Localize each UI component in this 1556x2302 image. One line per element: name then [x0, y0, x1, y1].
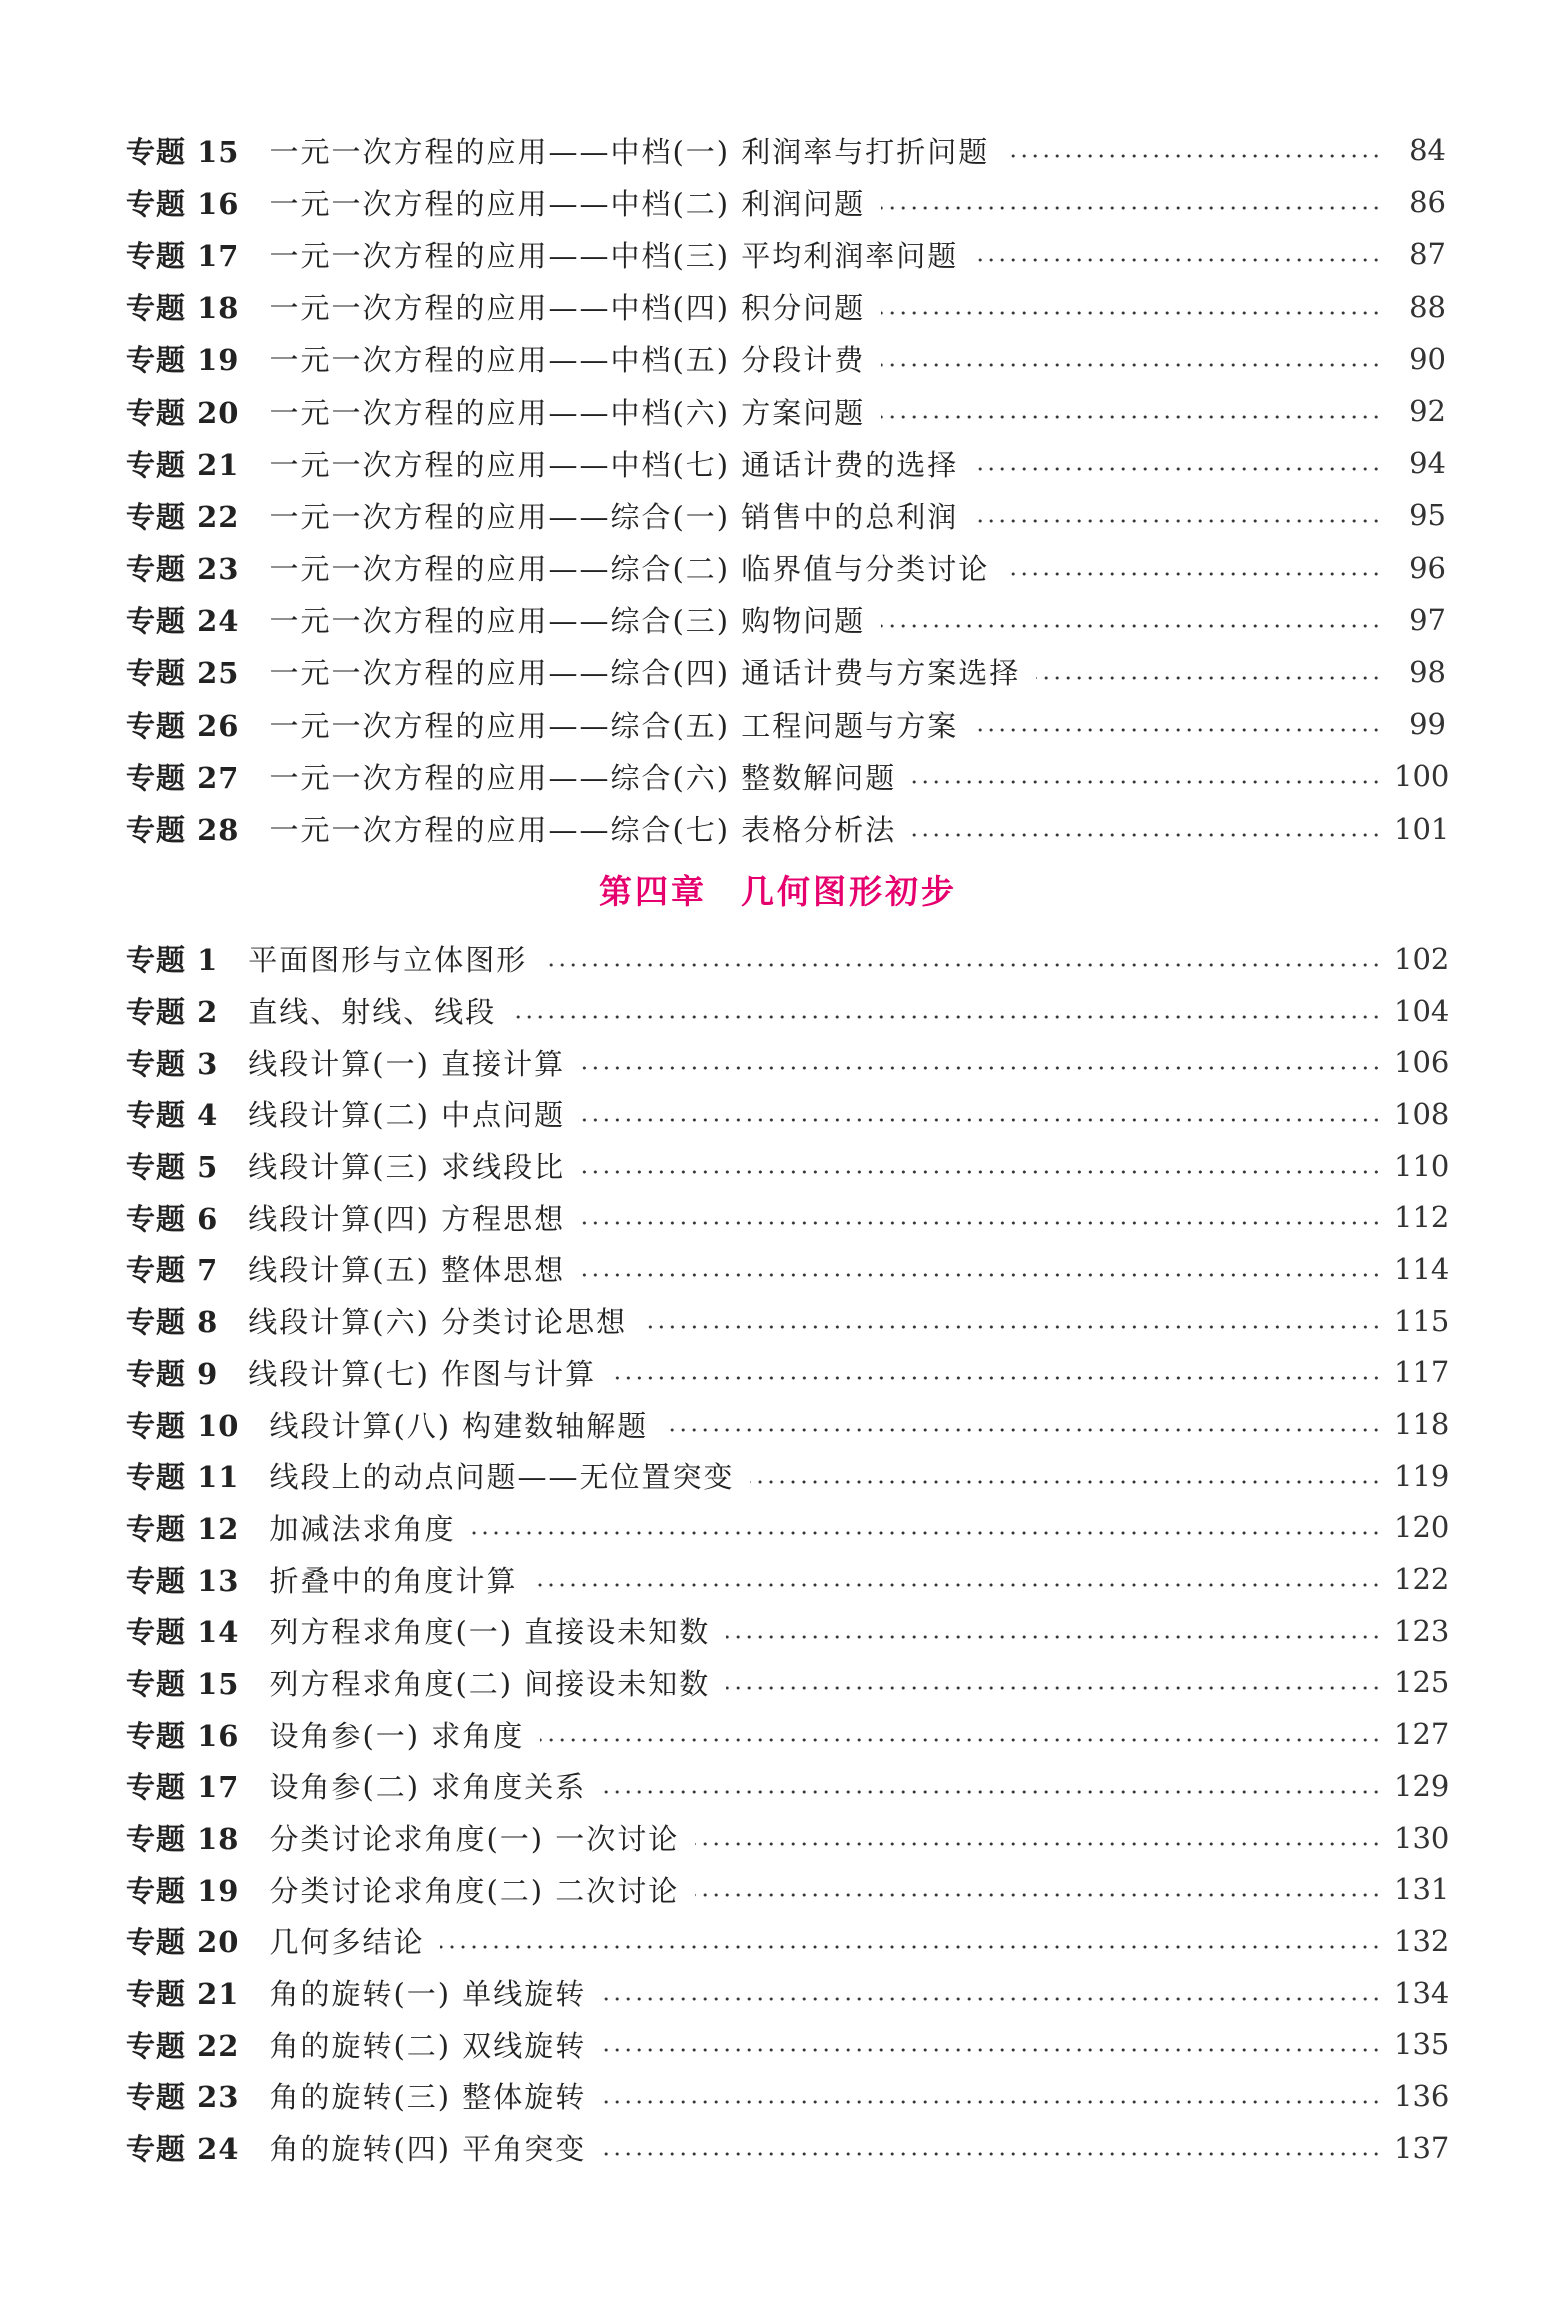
dot-leader [602, 1996, 1382, 2002]
page-number: 100 [1394, 759, 1450, 794]
dot-leader [602, 2099, 1382, 2105]
page-number: 101 [1394, 811, 1450, 846]
topic-number: 专题 3 [126, 1046, 219, 1081]
topic-number: 专题 25 [126, 656, 240, 691]
toc-entry[interactable] [126, 1450, 1450, 1502]
toc-entry[interactable] [126, 281, 1446, 333]
dot-leader [664, 1427, 1382, 1433]
topic-title: 一元一次方程的应用——综合(一) 销售中的总利润 [269, 499, 959, 534]
dot-leader [881, 414, 1382, 420]
toc-entry[interactable] [126, 124, 1446, 176]
toc-entry[interactable] [126, 933, 1450, 985]
toc-entry[interactable] [126, 1295, 1450, 1347]
topic-title: 设角参(一) 求角度 [269, 1718, 525, 1753]
page-number: 90 [1409, 341, 1446, 376]
topic-title: 一元一次方程的应用——中档(三) 平均利润率问题 [269, 238, 959, 273]
topic-number: 专题 17 [126, 1770, 240, 1805]
topic-number: 专题 13 [126, 1563, 240, 1598]
dot-leader [695, 1841, 1382, 1847]
dot-leader [881, 205, 1382, 211]
topic-title: 线段计算(一) 直接计算 [248, 1046, 566, 1081]
dot-leader [581, 1117, 1382, 1123]
toc-entry[interactable] [126, 594, 1446, 646]
topic-title: 设角参(二) 求角度关系 [269, 1770, 587, 1805]
page-number: 114 [1394, 1251, 1450, 1286]
dot-leader [912, 779, 1382, 785]
topic-title: 一元一次方程的应用——中档(七) 通话计费的选择 [269, 447, 959, 482]
topic-number: 专题 18 [126, 291, 240, 326]
page-number: 123 [1394, 1613, 1450, 1648]
toc-entry[interactable] [126, 646, 1446, 698]
toc-entry[interactable] [126, 698, 1446, 750]
page-number: 97 [1409, 602, 1446, 637]
page-number: 129 [1394, 1768, 1450, 1803]
toc-entry[interactable] [126, 437, 1446, 489]
page-number: 88 [1409, 289, 1446, 324]
topic-title: 一元一次方程的应用——综合(三) 购物问题 [269, 604, 866, 639]
page-number: 86 [1409, 185, 1446, 220]
toc-entry[interactable] [126, 1502, 1450, 1554]
topic-title: 一元一次方程的应用——中档(二) 利润问题 [269, 186, 866, 221]
topic-number: 专题 23 [126, 2080, 240, 2115]
topic-title: 平面图形与立体图形 [248, 943, 528, 978]
topic-title: 角的旋转(一) 单线旋转 [269, 1977, 587, 2012]
dot-leader [1005, 153, 1382, 159]
dot-leader [471, 1530, 1382, 1536]
topic-number: 专题 6 [126, 1201, 219, 1236]
topic-title: 线段计算(六) 分类讨论思想 [248, 1305, 628, 1340]
dot-leader [881, 362, 1382, 368]
page-number: 135 [1394, 2027, 1450, 2062]
page-number: 131 [1394, 1872, 1450, 1907]
topic-number: 专题 23 [126, 552, 240, 587]
topic-number: 专题 19 [126, 1873, 240, 1908]
page-number: 125 [1394, 1665, 1450, 1700]
toc-entry[interactable] [126, 1812, 1450, 1864]
topic-number: 专题 5 [126, 1150, 219, 1185]
dot-leader [540, 1737, 1382, 1743]
dot-leader [543, 962, 1382, 968]
toc-section-chapter-4 [126, 933, 1450, 2174]
toc-entry[interactable] [126, 1036, 1450, 1088]
page-number: 117 [1394, 1355, 1450, 1390]
topic-number: 专题 4 [126, 1098, 219, 1133]
page-number: 112 [1394, 1200, 1450, 1235]
toc-entry[interactable] [126, 1191, 1450, 1243]
dot-leader [602, 1789, 1382, 1795]
dot-leader [881, 623, 1382, 629]
topic-title: 一元一次方程的应用——综合(六) 整数解问题 [269, 760, 897, 795]
page-number: 134 [1394, 1975, 1450, 2010]
toc-entry[interactable] [126, 176, 1446, 228]
page-number: 96 [1409, 550, 1446, 585]
topic-title: 列方程求角度(二) 间接设未知数 [269, 1666, 711, 1701]
dot-leader [726, 1634, 1382, 1640]
dot-leader [581, 1220, 1382, 1226]
topic-title: 分类讨论求角度(二) 二次讨论 [269, 1873, 680, 1908]
page-number: 115 [1394, 1303, 1450, 1338]
topic-number: 专题 10 [126, 1408, 240, 1443]
toc-entry[interactable] [126, 1967, 1450, 2019]
topic-number: 专题 21 [126, 447, 240, 482]
topic-title: 直线、射线、线段 [248, 995, 497, 1030]
page-number: 99 [1409, 707, 1446, 742]
toc-entry[interactable] [126, 1347, 1450, 1399]
page-number: 87 [1409, 237, 1446, 272]
dot-leader [695, 1892, 1382, 1898]
topic-number: 专题 24 [126, 2132, 240, 2167]
topic-title: 分类讨论求角度(一) 一次讨论 [269, 1822, 680, 1857]
page-number: 122 [1394, 1562, 1450, 1597]
topic-number: 专题 12 [126, 1511, 240, 1546]
topic-title: 一元一次方程的应用——综合(五) 工程问题与方案 [269, 708, 959, 743]
dot-leader [912, 832, 1382, 838]
toc-entry[interactable] [126, 385, 1446, 437]
dot-leader [974, 518, 1382, 524]
topic-title: 角的旋转(三) 整体旋转 [269, 2080, 587, 2115]
dot-leader [750, 1479, 1382, 1485]
dot-leader [643, 1324, 1382, 1330]
toc-entry[interactable] [126, 802, 1450, 854]
toc-entry[interactable] [126, 750, 1450, 802]
topic-number: 专题 20 [126, 1925, 240, 1960]
toc-entry[interactable] [126, 333, 1446, 385]
dot-leader [881, 310, 1382, 316]
topic-number: 专题 22 [126, 2028, 240, 2063]
page-number: 95 [1409, 498, 1446, 533]
topic-title: 线段计算(三) 求线段比 [248, 1150, 566, 1185]
page-number: 118 [1394, 1407, 1450, 1442]
dot-leader [1005, 571, 1382, 577]
topic-number: 专题 28 [126, 813, 240, 848]
topic-title: 角的旋转(二) 双线旋转 [269, 2028, 587, 2063]
topic-number: 专题 21 [126, 1977, 240, 2012]
page-number: 130 [1394, 1820, 1450, 1855]
chapter-heading [0, 866, 1556, 913]
topic-number: 专题 18 [126, 1822, 240, 1857]
topic-title: 几何多结论 [269, 1925, 425, 1960]
toc-entry[interactable] [126, 2122, 1450, 2174]
topic-title: 线段计算(五) 整体思想 [248, 1253, 566, 1288]
topic-number: 专题 15 [126, 134, 240, 169]
dot-leader [974, 257, 1382, 263]
topic-number: 专题 7 [126, 1253, 219, 1288]
page-number: 127 [1394, 1717, 1450, 1752]
topic-number: 专题 19 [126, 343, 240, 378]
topic-title: 列方程求角度(一) 直接设未知数 [269, 1615, 711, 1650]
page-number: 84 [1409, 133, 1446, 168]
dot-leader [581, 1272, 1382, 1278]
topic-title: 一元一次方程的应用——综合(四) 通话计费与方案选择 [269, 656, 1021, 691]
dot-leader [512, 1014, 1382, 1020]
toc-entry[interactable] [126, 228, 1446, 280]
toc-entry[interactable] [126, 2070, 1450, 2122]
topic-number: 专题 17 [126, 238, 240, 273]
dot-leader [533, 1582, 1382, 1588]
page-number: 137 [1394, 2130, 1450, 2165]
topic-number: 专题 14 [126, 1615, 240, 1650]
topic-title: 一元一次方程的应用——综合(二) 临界值与分类讨论 [269, 552, 990, 587]
topic-title: 一元一次方程的应用——综合(七) 表格分析法 [269, 813, 897, 848]
topic-title: 线段计算(八) 构建数轴解题 [269, 1408, 649, 1443]
toc-entry[interactable] [126, 1243, 1450, 1295]
toc-entry[interactable] [126, 1398, 1450, 1450]
page-number: 92 [1409, 394, 1446, 429]
topic-number: 专题 20 [126, 395, 240, 430]
toc-entry[interactable] [126, 1863, 1450, 1915]
page-number: 120 [1394, 1510, 1450, 1545]
dot-leader [974, 466, 1382, 472]
page-number: 136 [1394, 2078, 1450, 2113]
topic-number: 专题 11 [126, 1460, 240, 1495]
topic-title: 角的旋转(四) 平角突变 [269, 2132, 587, 2167]
dot-leader [726, 1685, 1382, 1691]
dot-leader [581, 1169, 1382, 1175]
page-number: 132 [1394, 1923, 1450, 1958]
topic-number: 专题 22 [126, 499, 240, 534]
topic-number: 专题 8 [126, 1305, 219, 1340]
topic-number: 专题 1 [126, 943, 219, 978]
dot-leader [602, 2047, 1382, 2053]
toc-entry[interactable] [126, 2018, 1450, 2070]
topic-title: 线段计算(二) 中点问题 [248, 1098, 566, 1133]
topic-title: 加减法求角度 [269, 1511, 456, 1546]
chapter-name: 几何图形初步 [741, 872, 957, 911]
topic-number: 专题 27 [126, 760, 240, 795]
topic-title: 一元一次方程的应用——中档(四) 积分问题 [269, 291, 866, 326]
toc-entry[interactable] [126, 1140, 1450, 1192]
topic-number: 专题 15 [126, 1666, 240, 1701]
page-number: 104 [1394, 993, 1450, 1028]
toc-entry[interactable] [126, 489, 1446, 541]
toc-entry[interactable] [126, 542, 1446, 594]
toc-entry[interactable] [126, 1708, 1450, 1760]
topic-number: 专题 2 [126, 995, 219, 1030]
toc-entry[interactable] [126, 1657, 1450, 1709]
dot-leader [974, 727, 1382, 733]
toc-entry[interactable] [126, 1553, 1450, 1605]
page-number: 119 [1394, 1458, 1450, 1493]
dot-leader [1036, 675, 1382, 681]
page-number: 102 [1394, 941, 1450, 976]
page-number: 98 [1409, 654, 1446, 689]
toc-entry[interactable] [126, 1915, 1450, 1967]
topic-title: 一元一次方程的应用——中档(一) 利润率与打折问题 [269, 134, 990, 169]
toc-section-chapter-3 [126, 124, 1450, 855]
dot-leader [581, 1065, 1382, 1071]
topic-number: 专题 26 [126, 708, 240, 743]
topic-title: 折叠中的角度计算 [269, 1563, 518, 1598]
dot-leader [440, 1944, 1382, 1950]
dot-leader [602, 2151, 1382, 2157]
topic-title: 一元一次方程的应用——中档(五) 分段计费 [269, 343, 866, 378]
chapter-number: 第四章 [599, 872, 707, 911]
page-number: 106 [1394, 1045, 1450, 1080]
topic-title: 线段计算(七) 作图与计算 [248, 1356, 597, 1391]
topic-title: 线段上的动点问题——无位置突变 [269, 1460, 735, 1495]
page-number: 94 [1409, 446, 1446, 481]
page-number: 108 [1394, 1096, 1450, 1131]
dot-leader [612, 1375, 1382, 1381]
toc-entry[interactable] [126, 985, 1450, 1037]
page-number: 110 [1394, 1148, 1450, 1183]
topic-title: 线段计算(四) 方程思想 [248, 1201, 566, 1236]
toc-entry[interactable] [126, 1760, 1450, 1812]
topic-title: 一元一次方程的应用——中档(六) 方案问题 [269, 395, 866, 430]
topic-number: 专题 16 [126, 186, 240, 221]
topic-number: 专题 16 [126, 1718, 240, 1753]
topic-number: 专题 9 [126, 1356, 219, 1391]
topic-number: 专题 24 [126, 604, 240, 639]
toc-entry[interactable] [126, 1605, 1450, 1657]
toc-entry[interactable] [126, 1088, 1450, 1140]
